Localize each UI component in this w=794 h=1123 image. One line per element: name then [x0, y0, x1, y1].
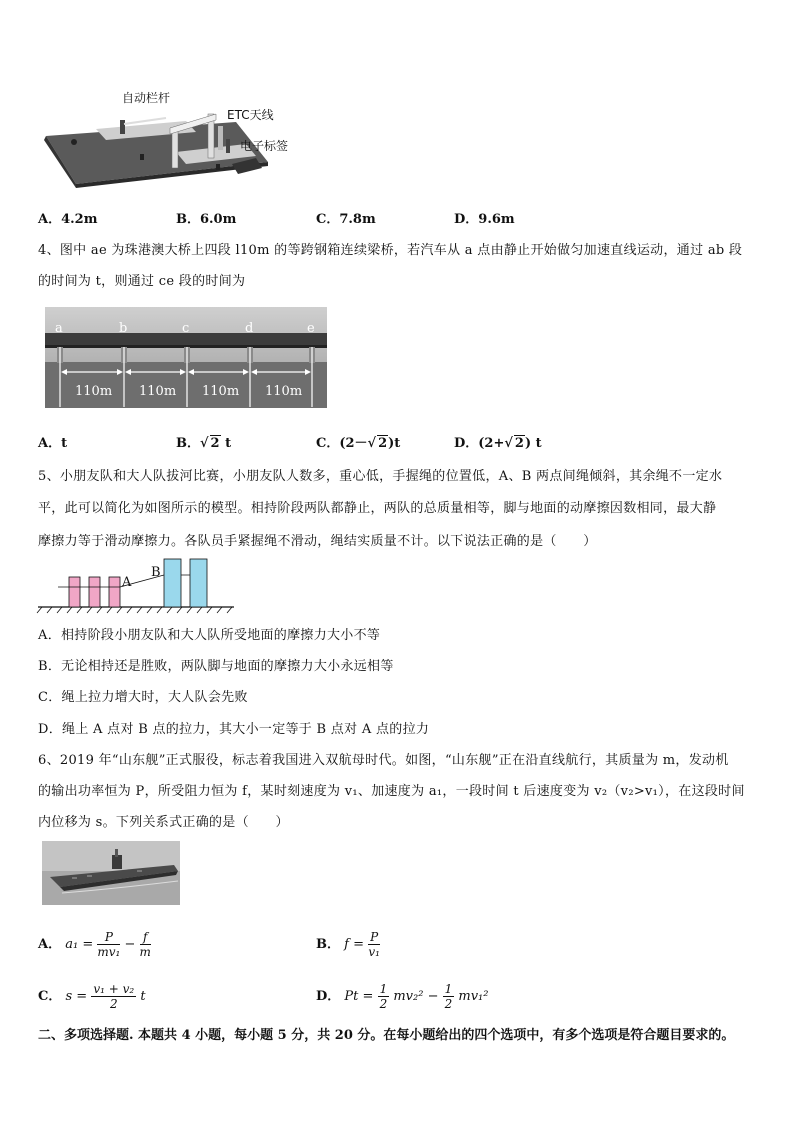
q3-option-c: C．7.8m [316, 212, 376, 227]
q3-option-d: D．9.6m [454, 212, 515, 227]
bridge-span-1: 110m [75, 384, 113, 399]
tug-of-war-figure [36, 555, 236, 615]
q4-option-a: A．t [38, 436, 68, 451]
q6-stem-line2: 的输出功率恒为 P，所受阻力恒为 f，某时刻速度为 v₁、加速度为 a₁，一段时间 t 后速度变为 v₂（v₂>v₁），在这段时间 [38, 784, 745, 799]
q6-stem-line1: 6、2019 年“山东舰”正式服役，标志着我国进入双航母时代。如图，“山东舰”正在沿直线航行，其质量为 m，发动机 [38, 753, 729, 768]
bridge-span-4: 110m [265, 384, 303, 399]
etc-label-antenna: ETC天线 [227, 108, 274, 122]
bridge-point-b: b [119, 321, 128, 336]
q6-stem-line3: 内位移为 s。下列关系式正确的是（ ） [38, 815, 289, 830]
q3-option-a: A．4.2m [38, 212, 98, 227]
q4-option-c: C．(2－√ 2)t [316, 436, 401, 451]
q5-stem-line3: 摩擦力等于滑动摩擦力。各队员手紧握绳不滑动，绳结实质量不计。以下说法正确的是（ ） [38, 534, 597, 549]
bridge-span-3: 110m [202, 384, 240, 399]
bridge-point-d: d [245, 321, 254, 336]
q4-stem-line1: 4、图中 ae 为珠港澳大桥上四段 l10m 的等跨钢箱连续梁桥，若汽车从 a 点由静止开始做匀加速直线运动，通过 ab 段 [38, 243, 743, 258]
q5-stem-line2: 平，此可以简化为如图所示的模型。相持阶段两队都静止，两队的总质量相等，脚与地面的动摩擦因数相同，最大静 [38, 501, 717, 516]
q3-option-b: B．6.0m [176, 212, 237, 227]
tug-of-war-illustration [36, 555, 236, 615]
q5-stem-line1: 5、小朋友队和大人队拔河比赛，小朋友队人数多，重心低，手握绳的位置低，A、B 两点间绳倾斜，其余绳不一定水 [38, 469, 723, 484]
bridge-point-c: c [182, 321, 190, 336]
etc-label-barrier: 自动栏杆 [122, 91, 171, 105]
aircraft-carrier-photo [42, 841, 180, 905]
q5-option-a: A．相持阶段小朋友队和大人队所受地面的摩擦力大小不等 [38, 628, 381, 643]
q5-option-b: B．无论相持还是胜败，两队脚与地面的摩擦力大小永远相等 [38, 659, 394, 674]
q4-stem-line2: 的时间为 t，则通过 ce 段的时间为 [38, 274, 246, 289]
rope-point-a-label: A [122, 575, 132, 590]
q5-option-d: D．绳上 A 点对 B 点的拉力，其大小一定等于 B 点对 A 点的拉力 [38, 722, 430, 737]
q5-option-c: C．绳上拉力增大时，大人队会先败 [38, 690, 248, 705]
rope-point-b-label: B [151, 565, 161, 580]
bridge-point-a: a [55, 321, 63, 336]
etc-label-tag: 电子标签 [240, 139, 289, 153]
bridge-span-2: 110m [139, 384, 177, 399]
q6-option-c: C． s = $\frac{\text{v₁ + v₂}}{2}$ t [38, 982, 146, 1011]
aircraft-carrier-illustration [42, 841, 180, 905]
bridge-point-e: e [307, 321, 315, 336]
q4-option-d: D．(2+√ 2) t [454, 436, 542, 451]
section-2-heading: 二、多项选择题. 本题共 4 小题，每小题 5 分，共 20 分。在每小题给出的四个选项中，有多个选项是符合题目要求的。 [38, 1028, 735, 1043]
q6-option-b: B． f = $\frac{P}{\text{v₁}}$ [316, 930, 380, 959]
q6-option-a: A． a₁ = $\frac{P}{\text{mv₁}}$ − $\frac{f}{m}$ [38, 930, 151, 959]
q6-option-d: D． Pt = $\frac{1}{2}$ mv₂² − $\frac{1}{2}$ mv₁² [316, 982, 489, 1011]
q4-option-b: B．√ 2 t [176, 436, 232, 451]
